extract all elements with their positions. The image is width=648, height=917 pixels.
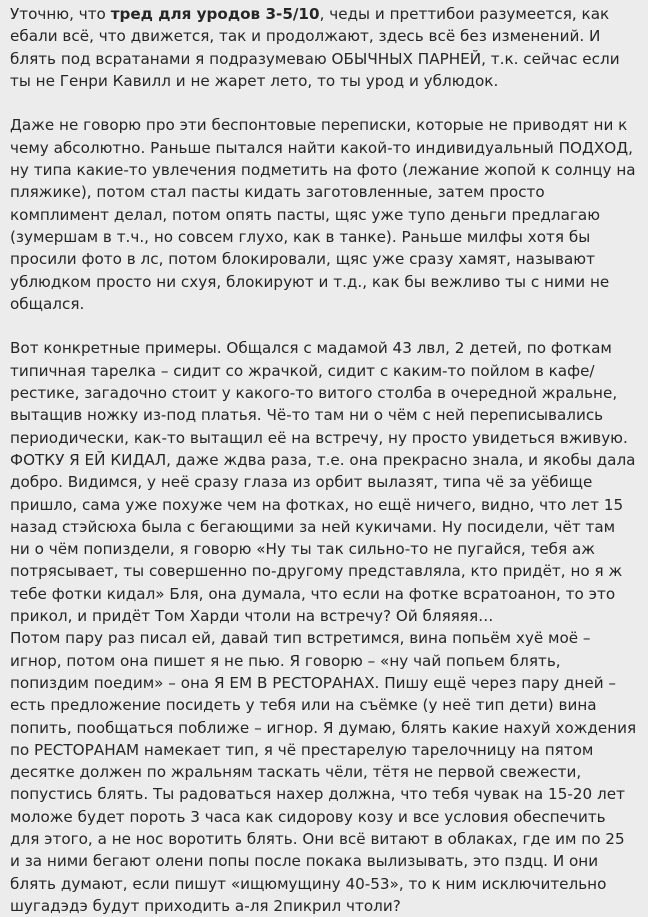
paragraph-1-bold-text: тред для уродов 3-5/10 [110, 5, 320, 23]
paragraph-4-text: Потом пару раз писал ей, давай тип встретимся, вина попьём хуё моё – игнор, потом она пишет я не пью. Я говорю – «ну чай попьем блять, попиздим поедим» – она Я ЕМ В РЕСТОРАНАХ. Пишу ещё через пару дней – есть предложение посидеть у тебя или на съёмке (у неё тип дети) вина попить, пообщаться поближе – игнор. Я думаю, блять какие нахуй хождения по РЕСТОРАНАМ намекает тип, я чё престарелую тарелочницу на пятом десятке должен по жральням таскать чёли, тётя не первой свежести, попустись блять. Ты радоваться нахер должна, что тебя чувак на 15-20 лет моложе будет пороть 3 часа как сидорову козу и все условия обеспечить для этого, а не нос воротить блять. Они всё витают в облаках, где им по 25 и за ними бегают олени попы после покака вылизывать, это пздц. И они блять думают, если пишут «ищюмущину 40-53», то к ним исключительно шугадэдэ будут приходить а-ля 2пикрил чтоли? [10, 629, 637, 915]
paragraph-1 [10, 3, 638, 92]
paragraph-3 [10, 337, 638, 627]
paragraph-4 [10, 627, 638, 917]
paragraph-2-text: Даже не говорю про эти беспонтовые переписки, которые не приводят ни к чему абсолютно. Раньше пытался найти какой-то индивидуальный ПОДХОД, ну типа какие-то увлечения подметить на фото (лежание жопой к солнцу на пляжике), потом стал пасты кидать заготовленные, затем просто комплимент делал, потом опять пасты, щяс уже тупо деньги предлагаю (зумершам в т.ч., но совсем глухо, как в танке). Раньше милфы хотя бы просили фото в лс, потом блокировали, щяс уже сразу хамят, называют ублюдком просто ни схуя, блокируют и т.д., как бы вежливо ты с ними не общался. [10, 116, 636, 313]
paragraph-1-text-a: Уточню, что [10, 5, 111, 23]
paragraph-3-text: Вот конкретные примеры. Общался с мадамой 43 лвл, 2 детей, по фоткам типичная тарелка – сидит со жрачкой, сидит с каким-то пойлом в кафе/рестике, загадочно стоит у какого-то витого столба в очередной жральне, вытащив ножку из-под платья. Чё-то там ни о чём с ней переписывались периодически, как-то вытащил её на встречу, ну просто увидеться вживую. ФОТКУ Я ЕЙ КИДАЛ, даже ждва раза, т.е. она прекрасно знала, и якобы дала добро. Видимся, у неё сразу глаза из орбит вылазят, типа чё за уёбище пришло, сама уже похуже чем на фотках, но ещё ничего, видно, что лет 15 назад стэйсюха была с бегающими за ней кукичами. Ну посидели, чёт там ни о чём попиздели, я говорю «Ну ты так сильно-то не пугайся, тебя аж потрясывает, ты совершенно по-другому представляла, кто придёт, но я ж тебе фотки кидал» Бля, она думала, что если на фотке всратоанон, то это прикол, и придёт Том Харди чтоли на встречу? Ой бляяяя… [10, 339, 636, 626]
paragraph-1-text-b: , чеды и преттибои разумеется, как ебали всё, что движется, так и продолжают, здесь всё без изменений. И блять под всратанами я подразумеваю ОБЫЧНЫХ ПАРНЕЙ, т.к. сейчас если ты не Генри Кавилл и не жарет лето, то ты урод и ублюдок. [10, 5, 620, 90]
paragraph-2 [10, 114, 638, 315]
